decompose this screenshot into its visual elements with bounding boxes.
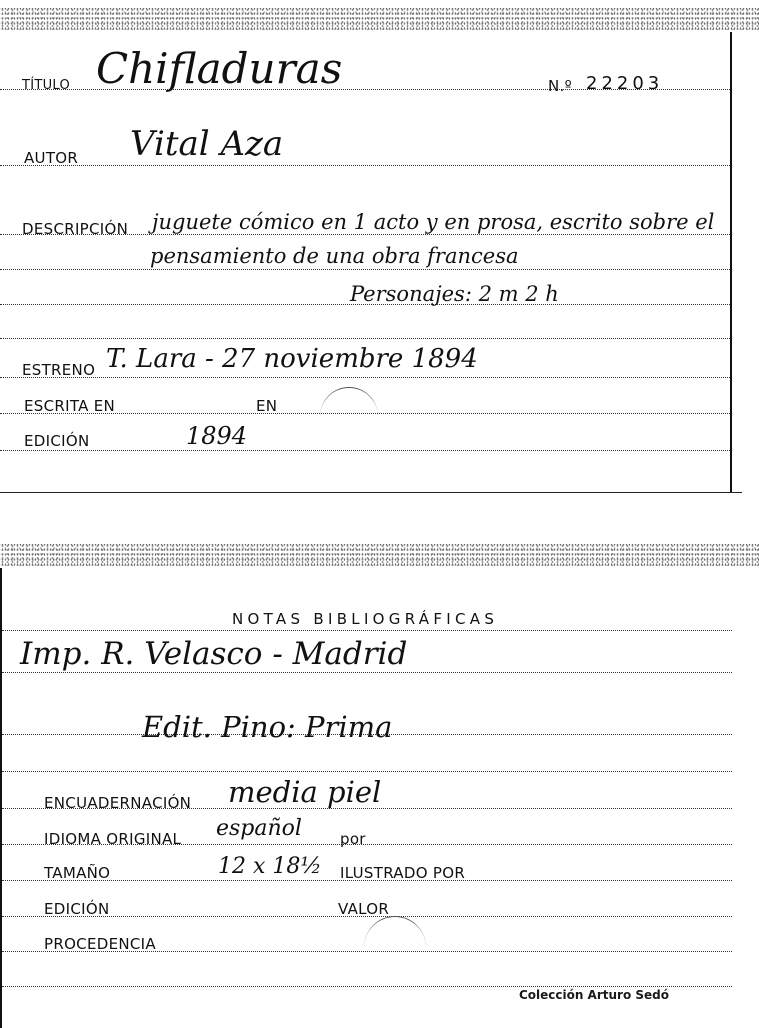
collection-credit: Colección Arturo Sedó	[518, 988, 669, 1002]
card1-top-edge	[0, 8, 759, 30]
procedencia-label: PROCEDENCIA	[44, 935, 156, 953]
ruled-line	[2, 630, 732, 631]
card-divider	[0, 492, 742, 493]
descripcion-line-3: Personajes: 2 m 2 h	[350, 282, 559, 306]
edicion-label-2: EDICIÓN	[44, 900, 110, 918]
encuadernacion-label: ENCUADERNACIÓN	[44, 794, 192, 812]
catalog-card-back	[0, 568, 732, 1028]
note-line-1: Imp. R. Velasco - Madrid	[20, 636, 408, 672]
ruled-line	[0, 338, 730, 339]
numero-value: 22203	[586, 73, 664, 94]
stamp-mark	[320, 387, 378, 446]
titulo-value: Chifladuras	[96, 44, 343, 93]
idioma-label: IDIOMA ORIGINAL	[44, 830, 182, 848]
tamano-label: TAMAÑO	[44, 864, 111, 882]
autor-label: AUTOR	[24, 149, 79, 167]
numero-label: N.º	[548, 77, 572, 95]
estreno-value: T. Lara - 27 noviembre 1894	[106, 344, 478, 374]
titulo-label: TÍTULO	[22, 78, 71, 93]
catalog-card-front	[0, 32, 732, 492]
ruled-line	[0, 269, 730, 270]
encuadernacion-value: media piel	[228, 775, 382, 809]
note-line-2: Edit. Pino: Prima	[142, 710, 393, 744]
tamano-value: 12 x 18½	[218, 854, 322, 879]
notas-heading: NOTAS BIBLIOGRÁFICAS	[232, 610, 499, 628]
stamp-mark-2	[364, 916, 426, 979]
ruled-line	[0, 377, 730, 378]
ilustrado-label: ILUSTRADO POR	[340, 864, 466, 882]
escrita-en-label: ESCRITA EN	[24, 397, 116, 415]
ruled-line	[2, 986, 732, 987]
autor-value: Vital Aza	[130, 124, 284, 164]
ruled-line	[2, 672, 732, 673]
idioma-value: español	[216, 816, 302, 841]
ruled-line	[2, 771, 732, 772]
descripcion-line-2: pensamiento de una obra francesa	[150, 244, 519, 268]
card2-top-edge	[0, 544, 759, 566]
en-label: EN	[256, 397, 278, 415]
edicion-value: 1894	[186, 422, 248, 450]
descripcion-line-1: juguete cómico en 1 acto y en prosa, escrito sobre el	[152, 210, 715, 234]
descripcion-label: DESCRIPCIÓN	[22, 220, 129, 238]
ruled-line	[0, 450, 730, 451]
ruled-line	[0, 165, 730, 166]
edicion-label: EDICIÓN	[24, 432, 90, 450]
por-label: por	[340, 830, 366, 848]
estreno-label: ESTRENO	[22, 361, 96, 379]
valor-label: VALOR	[338, 900, 390, 918]
